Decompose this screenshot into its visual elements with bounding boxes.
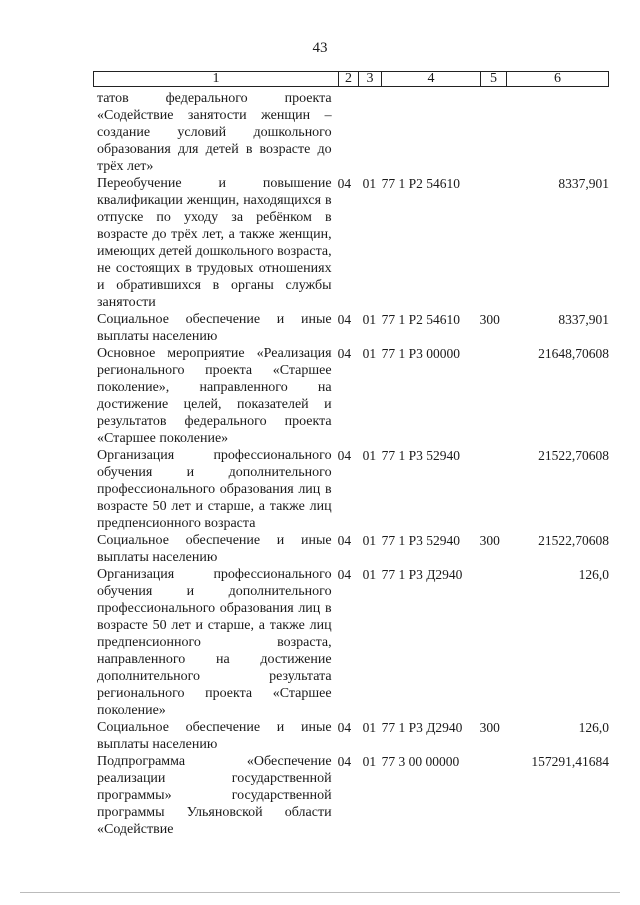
table-header — [93, 71, 609, 87]
code-subsection: 01 — [362, 720, 377, 735]
column-header-2: 2 — [339, 72, 359, 86]
table-row — [97, 90, 609, 175]
table-row — [97, 447, 609, 532]
row-description: Социальное обеспечение и иные выплаты населению — [97, 312, 332, 344]
row-value: 157291,41684 — [531, 754, 609, 769]
code-section: 04 — [337, 176, 352, 191]
code-target: 77 1 Р3 00000 — [381, 346, 460, 361]
column-header-4: 4 — [382, 72, 481, 86]
table-row — [97, 753, 609, 838]
code-section: 04 — [337, 533, 352, 548]
code-subsection: 01 — [362, 176, 377, 191]
row-value: 126,0 — [578, 567, 609, 582]
code-expense-type — [480, 175, 515, 192]
code-expense-type — [480, 753, 515, 770]
table-body — [97, 90, 609, 838]
row-description: Организация профессионального обучения и дополнительного профессионального образования лиц в возрасте 50 лет и старше, а также лиц предпенсионного возраста — [97, 448, 332, 531]
table-row — [97, 345, 609, 447]
row-codes — [332, 532, 515, 549]
code-target: 77 1 Р3 Д2940 — [381, 720, 463, 735]
code-subsection: 01 — [362, 567, 377, 582]
code-subsection: 01 — [362, 448, 377, 463]
column-header-3: 3 — [359, 72, 382, 86]
column-header-5: 5 — [481, 72, 507, 86]
row-codes — [332, 719, 515, 736]
code-section: 04 — [337, 754, 352, 769]
row-codes — [332, 175, 515, 192]
code-section: 04 — [337, 312, 352, 327]
row-codes — [332, 311, 515, 328]
code-section: 04 — [337, 448, 352, 463]
row-codes — [332, 566, 515, 583]
row-value: 126,0 — [578, 720, 609, 735]
row-description: Социальное обеспечение и иные выплаты населению — [97, 720, 332, 752]
row-value: 21648,70608 — [538, 346, 609, 361]
column-header-6: 6 — [554, 71, 561, 86]
code-target: 77 1 Р3 52940 — [381, 533, 460, 548]
row-value: 8337,901 — [558, 312, 609, 327]
row-codes — [332, 753, 515, 770]
code-expense-type: 300 — [479, 720, 500, 735]
code-subsection: 01 — [362, 754, 377, 769]
code-target: 77 3 00 00000 — [381, 754, 460, 769]
page-number: 43 — [312, 40, 328, 56]
row-value: 21522,70608 — [538, 533, 609, 548]
row-description: Переобучение и повышение квалификации женщин, находящихся в отпуске по уходу за ребёнком в возрасте до трёх лет, а также женщин, имеющих детей дошкольного возраста, не состоящих в трудовых отношениях и обратившихся в органы службы занятости — [97, 176, 332, 310]
code-target: 77 1 Р3 52940 — [381, 448, 460, 463]
code-target: 77 1 Р2 54610 — [381, 176, 460, 191]
row-description: Основное мероприятие «Реализация регионального проекта «Старшее поколение», направленного на достижение целей, показателей и результатов федерального проекта «Старшее поколение» — [97, 346, 332, 446]
row-description: Социальное обеспечение и иные выплаты населению — [97, 533, 332, 565]
code-target: 77 1 Р2 54610 — [381, 312, 460, 327]
table-row — [97, 566, 609, 719]
code-expense-type — [480, 566, 515, 583]
table-row — [97, 532, 609, 566]
code-section: 04 — [337, 720, 352, 735]
row-description: татов федерального проекта «Содействие занятости женщин – создание условий дошкольного образования для детей в возрасте до трёх лет» — [97, 91, 332, 174]
code-subsection: 01 — [362, 533, 377, 548]
code-section: 04 — [337, 346, 352, 361]
table-row — [97, 719, 609, 753]
row-description: Подпрограмма «Обеспечение реализации государственной программы» государственной программы Ульяновской области «Содействие — [97, 754, 332, 837]
code-expense-type: 300 — [479, 312, 500, 327]
table-row — [97, 311, 609, 345]
code-expense-type — [480, 447, 515, 464]
row-codes — [332, 345, 515, 362]
column-header-1: 1 — [94, 72, 339, 86]
row-value: 8337,901 — [558, 176, 609, 191]
code-subsection: 01 — [362, 346, 377, 361]
code-expense-type: 300 — [479, 533, 500, 548]
row-description: Организация профессионального обучения и дополнительного профессионального образования лиц в возрасте 50 лет и старше, а также лиц предпенсионного возраста, направленного на достижение дополнительного результата регионального проекта «Старшее поколение» — [97, 567, 332, 718]
code-section: 04 — [337, 567, 352, 582]
row-codes — [332, 447, 515, 464]
row-value: 21522,70608 — [538, 448, 609, 463]
code-target: 77 1 Р3 Д2940 — [381, 567, 463, 582]
table-row — [97, 175, 609, 311]
code-subsection: 01 — [362, 312, 377, 327]
scan-artifact-bottom — [20, 892, 620, 893]
code-expense-type — [480, 345, 515, 362]
